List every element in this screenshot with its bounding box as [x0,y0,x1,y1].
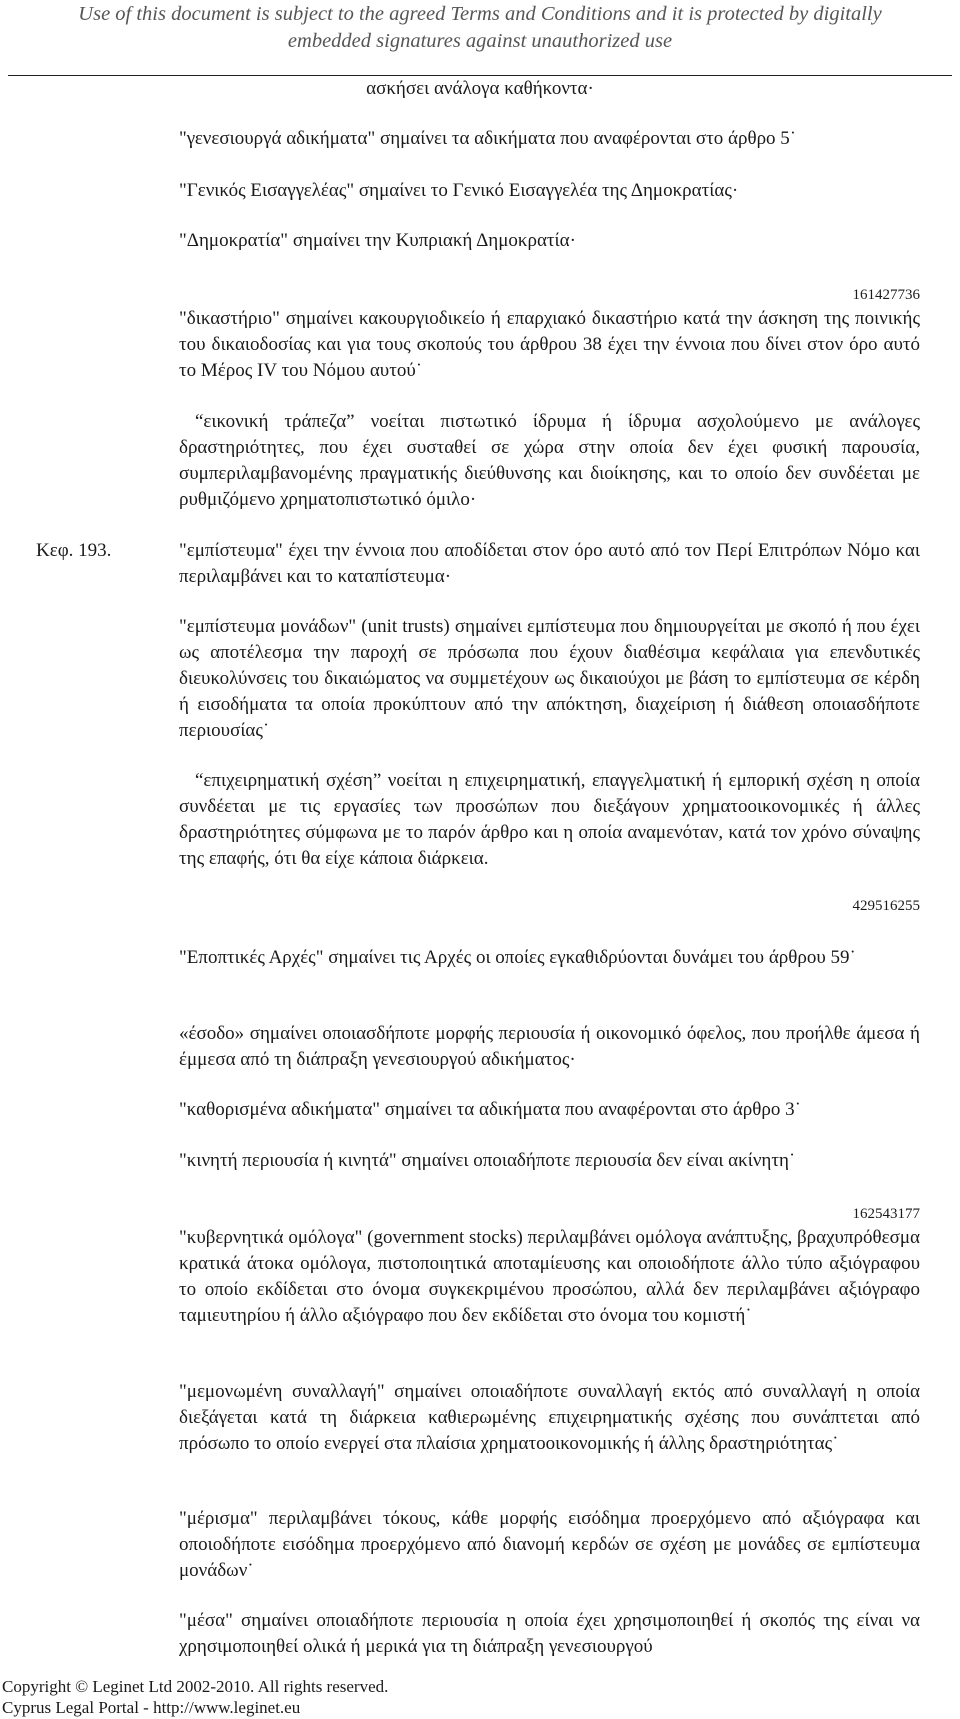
page-footer [0,1676,388,1718]
definition-paragraph: "Δημοκρατία" σημαίνει την Κυπριακή Δημοκρατία· [179,230,576,251]
reference-number: 429516255 [852,898,920,914]
page-header [0,0,960,55]
definition-paragraph: "γενεσιουργά αδικήματα" σημαίνει τα αδικήματα που αναφέρονται στο άρθρο 5˙ [179,128,797,149]
reference-number: 162543177 [852,1206,920,1222]
reference-number: 161427736 [852,287,920,303]
definition-paragraph: "μεμονωμένη συναλλαγή" σημαίνει οποιαδήποτε συναλλαγή εκτός από συναλλαγή η οποία διεξάγεται κατά τη διάρκεια καθιερωμένης επιχειρηματικής σχέσης που συνάπτεται από πρόσωπο το οποίο ενεργεί στα πλαίσια χρηματοοικονομικής ή άλλης δραστηριότητας˙ [179,1381,920,1454]
definition-paragraph: "καθορισμένα αδικήματα" σημαίνει τα αδικήματα που αναφέρονται στο άρθρο 3˙ [179,1099,801,1120]
definition-paragraph: "μέσα" σημαίνει οποιαδήποτε περιουσία η οποία έχει χρησιμοποιηθεί ή σκοπός της είναι να χρησιμοποιηθεί ολικά ή μερικά για τη διάπραξη γενεσιουργού [179,1610,920,1657]
definition-paragraph: «έσοδο» σημαίνει οποιασδήποτε μορφής περιουσία ή οικονομικό όφελος, που προήλθε άμεσα ή έμμεσα από τη διάπραξη γενεσιουργού αδικήματος· [179,1023,920,1070]
header-line-2: embedded signatures against unauthorized use [287,30,673,52]
definition-paragraph: "εμπίστευμα μονάδων" (unit trusts) σημαίνει εμπίστευμα που δημιουργείται με σκοπό ή που έχει ως αποτέλεσμα την παροχή σε πρόσωπα που έχουν διαθέσιμα κεφάλαια για επενδυτικές διευκολύνσεις του δικαιώματος να συμμετέχουν ως δικαιούχοι με βάση το εμπίστευμα σε κέρδη ή εισοδήματα τα οποία προκύπτουν από την απόκτηση, διαχείριση ή διάθεση οποιασδήποτε περιουσίας˙ [179,616,920,741]
paragraph: ασκήσει ανάλογα καθήκοντα· [366,78,594,99]
definition-paragraph: "εμπίστευμα" έχει την έννοια που αποδίδεται στον όρο αυτό από τον Περί Επιτρόπων Νόμο και περιλαμβάνει και το καταπίστευμα· [179,540,920,587]
definition-paragraph: "Εποπτικές Αρχές" σημαίνει τις Αρχές οι οποίες εγκαθιδρύονται δυνάμει του άρθρου 59˙ [179,947,856,968]
definition-paragraph: "Γενικός Εισαγγελέας" σημαίνει το Γενικό Εισαγγελέα της Δημοκρατίας· [179,180,739,201]
copyright-line: Copyright © Leginet Ltd 2002-2010. All rights reserved. [2,1677,389,1696]
header-line-1: Use of this document is subject to the agreed Terms and Conditions and it is protected by digitally [78,3,882,25]
definition-paragraph: "μέρισμα" περιλαμβάνει τόκους, κάθε μορφής εισόδημα προερχόμενο από αξιόγραφα και οποιοδήποτε εισόδημα προερχόμενο από διανομή κερδών σε σχέση με μονάδες σε εμπίστευμα μονάδων˙ [179,1508,920,1581]
definition-paragraph: "κινητή περιουσία ή κινητά" σημαίνει οποιαδήποτε περιουσία δεν είναι ακίνητη˙ [179,1150,796,1171]
margin-note: Κεφ. 193. [36,540,112,561]
portal-line: Cyprus Legal Portal - http://www.leginet.eu [2,1698,301,1717]
definition-paragraph: “επιχειρηματική σχέση” νοείται η επιχειρηματική, επαγγελματική ή εμπορική σχέση η οποία συνδέεται με τις εργασίες των προσώπων που διεξάγουν χρηματοοικονομικές ή άλλες δραστηριότητες σύμφωνα με το παρόν άρθρο και η οποία αναμενόταν, κατά τον χρόνο σύναψης της επαφής, ότι θα είχε κάποια διάρκεια. [179,770,920,869]
definition-paragraph: "κυβερνητικά ομόλογα" (government stocks) περιλαμβάνει ομόλογα ανάπτυξης, βραχυπρόθεσμα κρατικά άτοκα ομόλογα, πιστοποιητικά αποταμίευσης και οποιοδήποτε άλλο τύπο αξιόγραφου το οποίο εκδίδεται στο όνομα συγκεκριμένου προσώπου, αλλά δεν περιλαμβάνει αξιόγραφο ταμιευτηρίου ή άλλο αξιόγραφο που δεν εκδίδεται στο όνομα του κομιστή˙ [179,1227,920,1326]
definition-paragraph: “εικονική τράπεζα” νοείται πιστωτικό ίδρυμα ή ίδρυμα ασχολούμενο με ανάλογες δραστηριότητες, που έχει συσταθεί σε χώρα στην οποία δεν έχει φυσική παρουσία, συμπεριλαμβανομένης πραγματικής διεύθυνσης και διοίκησης, και το οποίο δεν συνδέεται με ρυθμιζόμενο χρηματοπιστωτικό όμιλο· [179,411,920,510]
definition-paragraph: "δικαστήριο" σημαίνει κακουργιοδικείο ή επαρχιακό δικαστήριο κατά την άσκηση της ποινικής του δικαιοδοσίας και για τους σκοπούς του άρθρου 38 έχει την έννοια που δίνει στον όρο αυτό το Μέρος IV του Νόμου αυτού˙ [179,308,920,381]
